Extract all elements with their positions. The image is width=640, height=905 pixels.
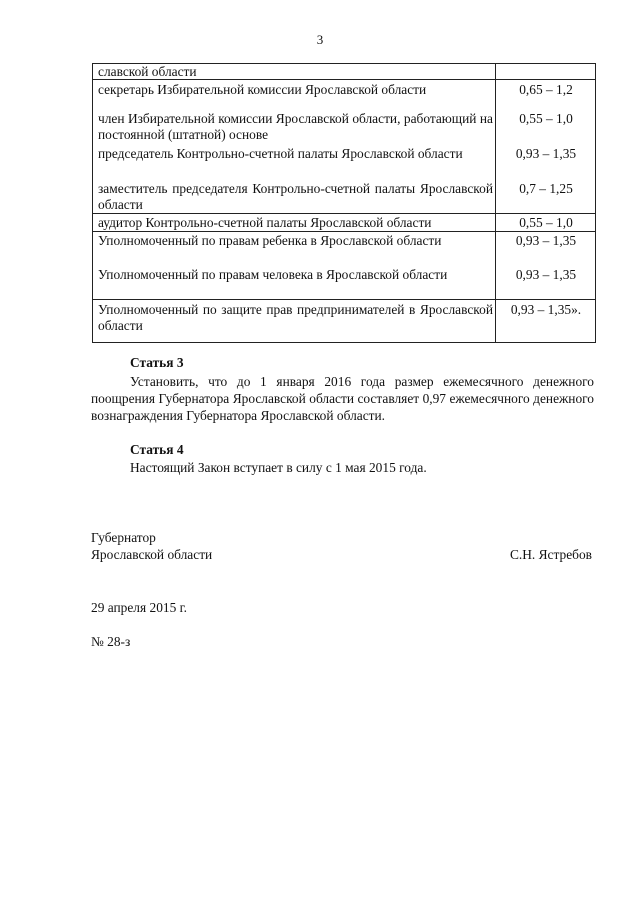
table-row-value: 0,55 – 1,0	[519, 111, 573, 126]
signature-name: С.Н. Ястребов	[509, 547, 592, 562]
table-row-value: 0,65 – 1,2	[519, 82, 573, 97]
article-4-text: Настоящий Закон вступает в силу с 1 мая 2015 года.	[130, 460, 427, 475]
table-row-value: 0,93 – 1,35	[515, 146, 577, 161]
table-row-position: Уполномоченный по правам ребенка в Ярославской области	[98, 233, 442, 248]
table-row-position: член Избирательной комиссии Ярославской области, работающий на постоянной (штатной) основе	[98, 111, 493, 142]
table-row-position: председатель Контрольно-счетной палаты Ярославской области	[98, 146, 463, 161]
table-row-position: секретарь Избирательной комиссии Ярославской области	[98, 82, 427, 97]
table-row-value: 0,93 – 1,35	[515, 267, 577, 282]
table-row-position: славской области	[98, 64, 197, 79]
article-3-title: Статья 3	[130, 355, 184, 370]
table-row-value: 0,93 – 1,35	[515, 233, 577, 248]
table-row-divider	[92, 299, 596, 300]
table-row-value: 0,7 – 1,25	[519, 181, 573, 196]
article-4-title: Статья 4	[130, 442, 184, 457]
signature-role-line1: Губернатор	[91, 530, 156, 545]
signature-role-line2: Ярославской области	[91, 547, 213, 562]
table-row-divider	[92, 231, 596, 232]
document-date: 29 апреля 2015 г.	[91, 600, 187, 615]
article-3-text: Установить, что до 1 января 2016 года размер ежемесячного денежного поощрения Губернатора Ярославской области составляет 0,97 ежемесячного денежного вознаграждения Губернатора Ярославской области.	[91, 374, 594, 423]
table-row-position: заместитель председателя Контрольно-счетной палаты Ярославской области	[98, 181, 493, 212]
table-border-left	[92, 63, 93, 343]
table-border-right	[595, 63, 596, 343]
law-number: № 28-з	[91, 634, 131, 649]
table-row-divider	[92, 213, 596, 214]
table-column-divider	[495, 63, 496, 343]
table-row-position: аудитор Контрольно-счетной палаты Ярославской области	[98, 215, 432, 230]
salary-table	[92, 63, 596, 343]
table-row-position: Уполномоченный по защите прав предпринимателей в Ярославской области	[98, 302, 493, 333]
table-row-value: 0,55 – 1,0	[519, 215, 573, 230]
table-row-position: Уполномоченный по правам человека в Ярославской области	[98, 267, 448, 282]
page-number: 3	[316, 32, 324, 47]
table-row-value: 0,93 – 1,35».	[510, 302, 582, 317]
table-border-bottom	[92, 342, 596, 343]
